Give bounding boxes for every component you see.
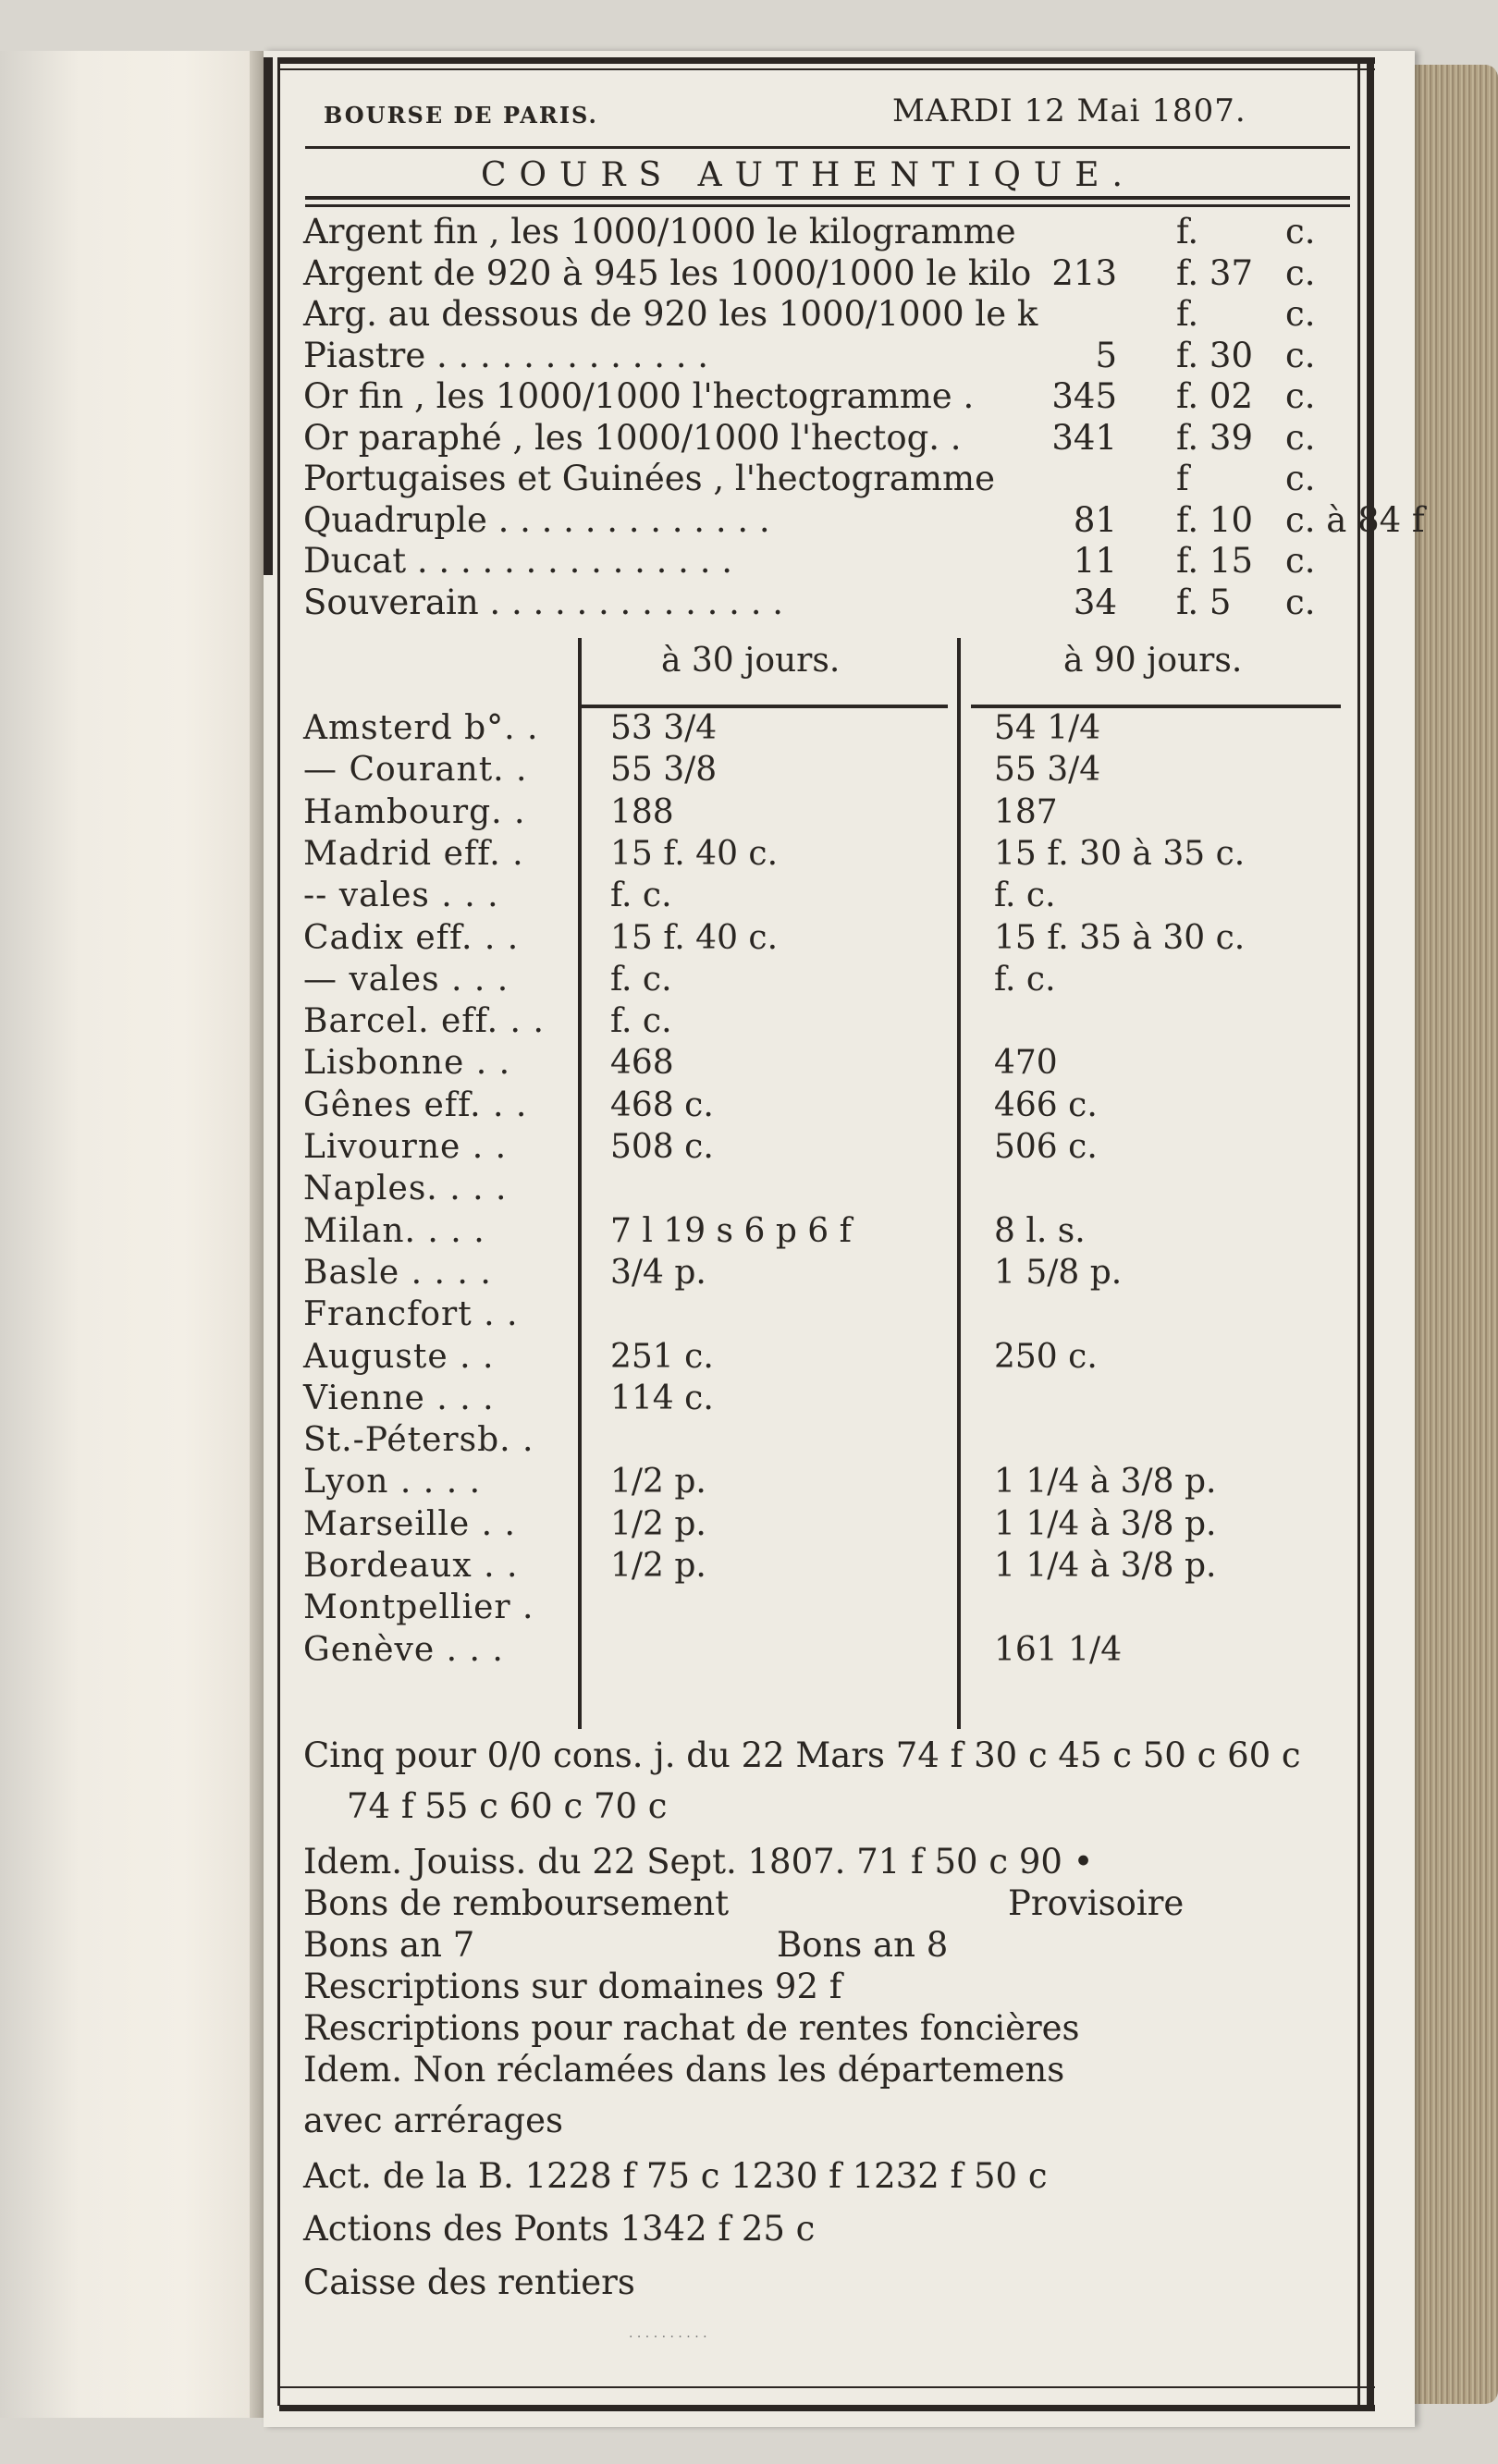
rate-30-days: 468 c.: [610, 1085, 714, 1124]
rate-90-days: 187: [994, 792, 1058, 831]
rate-30-days: 3/4 p.: [610, 1253, 706, 1292]
exchange-city: Basle . . . .: [303, 1253, 492, 1292]
metal-price: 5: [1095, 335, 1117, 375]
print-specks: · · · · · · · · · ·: [629, 2330, 707, 2345]
exchange-city: — Courant. .: [303, 751, 528, 790]
col30-rule: [578, 705, 948, 708]
rente-line: Bons an 7: [303, 1925, 475, 1965]
metal-francs: f. 39: [1176, 417, 1253, 458]
rate-30-days: 188: [610, 792, 674, 831]
metal-francs: f. 30: [1176, 335, 1253, 375]
exchange-city: — vales . . .: [303, 960, 510, 999]
metal-label: Or paraphé , les 1000/1000 l'hectog. .: [303, 417, 962, 458]
metal-centimes: c.: [1285, 335, 1316, 375]
exchange-city: Gênes eff. . .: [303, 1085, 528, 1124]
rate-90-days: 1 1/4 à 3/8 p.: [994, 1547, 1217, 1585]
page-edges: [1410, 65, 1498, 2404]
metal-price: 81: [1073, 499, 1117, 540]
left-border-thick: [264, 57, 273, 575]
left-border-thin: [277, 57, 280, 2406]
metal-francs: f.: [1176, 212, 1199, 251]
exchange-city: Livourne . .: [303, 1128, 508, 1166]
right-border-thick: [1367, 57, 1374, 2406]
exchange-city: Cadix eff. . .: [303, 918, 520, 957]
header-rule: [305, 146, 1350, 149]
exchange-city: Marseille . .: [303, 1504, 516, 1543]
col90-rule: [971, 705, 1341, 708]
metal-centimes: c. à 84 f: [1285, 499, 1425, 540]
bourse-heading: BOURSE DE PARIS.: [324, 102, 598, 129]
metal-price: 341: [1051, 417, 1117, 458]
metal-label: Argent fin , les 1000/1000 le kilogramme: [303, 212, 1016, 251]
rate-30-days: 251 c.: [610, 1337, 714, 1376]
rate-30-days: 55 3/8: [610, 751, 718, 790]
exchange-city: Vienne . . .: [303, 1379, 495, 1417]
metal-price: 11: [1073, 541, 1117, 581]
exchange-city: Naples. . . .: [303, 1170, 508, 1208]
title-rule-2: [305, 204, 1350, 207]
rate-90-days: f. c.: [994, 960, 1056, 999]
metal-centimes: c.: [1285, 582, 1316, 622]
metal-centimes: c.: [1285, 294, 1316, 334]
exchange-city: Genève . . .: [303, 1630, 504, 1669]
exchange-city: Bordeaux . .: [303, 1547, 519, 1585]
rate-90-days: 8 l. s.: [994, 1211, 1086, 1250]
rente-line: Provisoire: [1008, 1883, 1185, 1923]
metal-francs: f: [1176, 459, 1189, 498]
rate-30-days: 1/2 p.: [610, 1504, 706, 1543]
rente-line: Rescriptions pour rachat de rentes foncières: [303, 2008, 1080, 2048]
metal-label: Arg. au dessous de 920 les 1000/1000 le k: [303, 294, 1038, 334]
exchange-divider-right: [957, 638, 961, 1729]
rate-90-days: 55 3/4: [994, 751, 1101, 790]
metal-francs: f. 5: [1176, 582, 1232, 622]
exchange-city: Lyon . . . .: [303, 1463, 482, 1502]
exchange-city: Francfort . .: [303, 1295, 519, 1334]
metal-centimes: c.: [1285, 376, 1316, 416]
metal-francs: f. 15: [1176, 541, 1253, 581]
rate-90-days: 1 1/4 à 3/8 p.: [994, 1463, 1217, 1502]
metal-francs: f.: [1176, 294, 1199, 334]
col30-header: à 30 jours.: [661, 642, 841, 680]
exchange-city: Madrid eff. .: [303, 834, 524, 873]
metal-francs: f. 02: [1176, 376, 1253, 416]
rate-90-days: 250 c.: [994, 1337, 1098, 1376]
right-border-thin: [1357, 57, 1360, 2406]
rate-30-days: 7 l 19 s 6 p 6 f: [610, 1211, 852, 1250]
exchange-city: Barcel. eff. . .: [303, 1002, 545, 1041]
rate-30-days: 468: [610, 1044, 674, 1083]
exchange-city: Lisbonne . .: [303, 1044, 511, 1083]
exchange-city: Milan. . . .: [303, 1211, 485, 1250]
rate-30-days: 1/2 p.: [610, 1547, 706, 1585]
metal-label: Argent de 920 à 945 les 1000/1000 le kilo: [303, 252, 1032, 293]
rente-line: Idem. Jouiss. du 22 Sept. 1807. 71 f 50 c 90 •: [303, 1842, 1094, 1882]
rate-30-days: 53 3/4: [610, 709, 718, 747]
metal-label: Quadruple . . . . . . . . . . . . .: [303, 499, 770, 540]
metal-price: 345: [1051, 376, 1117, 416]
rente-line: avec arrérages: [303, 2101, 563, 2140]
exchange-city: St.-Pétersb. .: [303, 1421, 534, 1460]
rente-line: Act. de la B. 1228 f 75 c 1230 f 1232 f 50 c: [303, 2156, 1048, 2196]
page-title: COURS AUTHENTIQUE.: [481, 156, 1136, 194]
date-heading: MARDI 12 Mai 1807.: [892, 92, 1246, 129]
metal-centimes: c.: [1285, 252, 1316, 293]
rate-90-days: 466 c.: [994, 1085, 1098, 1124]
exchange-city: Montpellier .: [303, 1588, 534, 1627]
rente-line: Actions des Ponts 1342 f 25 c: [303, 2209, 816, 2249]
rate-90-days: 15 f. 30 à 35 c.: [994, 834, 1246, 873]
rente-line: Caisse des rentiers: [303, 2262, 635, 2302]
metal-label: Or fin , les 1000/1000 l'hectogramme .: [303, 376, 975, 416]
rate-30-days: 114 c.: [610, 1379, 714, 1417]
metal-label: Portugaises et Guinées , l'hectogramme: [303, 459, 996, 498]
metal-centimes: c.: [1285, 541, 1316, 581]
rate-30-days: 15 f. 40 c.: [610, 834, 779, 873]
rate-90-days: 161 1/4: [994, 1630, 1123, 1669]
metal-price: 34: [1073, 582, 1117, 622]
exchange-city: Amsterd b°. .: [303, 709, 539, 747]
rente-line: Rescriptions sur domaines 92 f: [303, 1967, 842, 2006]
rate-30-days: f. c.: [610, 1002, 672, 1041]
col90-header: à 90 jours.: [1063, 642, 1243, 680]
rate-90-days: 1 5/8 p.: [994, 1253, 1123, 1292]
rate-90-days: 1 1/4 à 3/8 p.: [994, 1504, 1217, 1543]
rate-90-days: f. c.: [994, 876, 1056, 915]
rate-90-days: 470: [994, 1044, 1058, 1083]
metal-francs: f. 10: [1176, 499, 1253, 540]
title-rule: [305, 196, 1350, 200]
rate-30-days: 1/2 p.: [610, 1463, 706, 1502]
rate-30-days: 508 c.: [610, 1128, 714, 1166]
exchange-divider-left: [578, 638, 582, 1729]
rente-line: Cinq pour 0/0 cons. j. du 22 Mars 74 f 30 c 45 c 50 c 60 c: [303, 1735, 1301, 1775]
rente-line: Bons an 8: [777, 1925, 949, 1965]
metal-francs: f. 37: [1176, 252, 1253, 293]
metal-centimes: c.: [1285, 417, 1316, 458]
rente-line: 74 f 55 c 60 c 70 c: [347, 1786, 668, 1826]
rate-30-days: 15 f. 40 c.: [610, 918, 779, 957]
rate-90-days: 506 c.: [994, 1128, 1098, 1166]
rate-90-days: 15 f. 35 à 30 c.: [994, 918, 1246, 957]
rente-line: Idem. Non réclamées dans les départemens: [303, 2050, 1065, 2090]
exchange-city: Hambourg. .: [303, 792, 526, 831]
exchange-city: Auguste . .: [303, 1337, 495, 1376]
metal-centimes: c.: [1285, 212, 1316, 251]
metal-label: Souverain . . . . . . . . . . . . . .: [303, 582, 783, 622]
rente-line: Bons de remboursement: [303, 1883, 730, 1923]
rate-90-days: 54 1/4: [994, 709, 1101, 747]
metal-price: 213: [1051, 252, 1117, 293]
metal-label: Ducat . . . . . . . . . . . . . . .: [303, 541, 732, 581]
metal-label: Piastre . . . . . . . . . . . . .: [303, 335, 709, 375]
rate-30-days: f. c.: [610, 876, 672, 915]
metal-centimes: c.: [1285, 459, 1316, 498]
left-blank-page: [0, 51, 264, 2418]
exchange-city: -- vales . . .: [303, 876, 499, 915]
rate-30-days: f. c.: [610, 960, 672, 999]
